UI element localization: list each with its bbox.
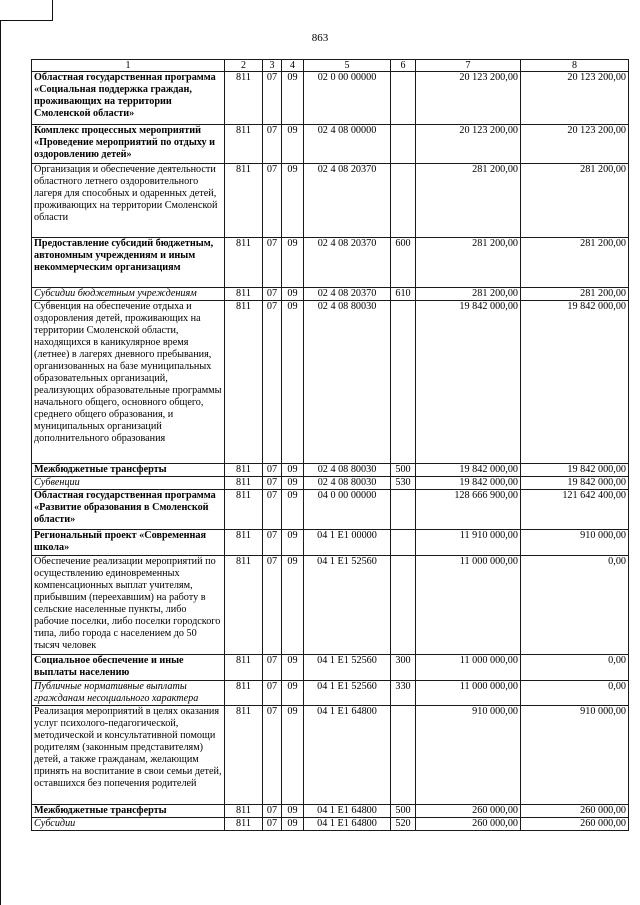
- admin-code-cell: 811: [225, 530, 263, 556]
- section-code-cell: 07: [263, 681, 282, 706]
- subsection-code-cell: 09: [282, 681, 304, 706]
- admin-code-cell: 811: [225, 706, 263, 805]
- row-name-cell: Комплекс процессных мероприятий «Проведение мероприятий по отдыху и оздоровлению детей»: [32, 125, 225, 164]
- amount-year1-cell: 910 000,00: [416, 706, 521, 805]
- subsection-code-cell: 09: [282, 818, 304, 831]
- row-name-cell: Областная государственная программа «Социальная поддержка граждан, проживающих на территории Смоленской области»: [32, 72, 225, 125]
- subsection-code-cell: 09: [282, 125, 304, 164]
- amount-year1-cell: 11 000 000,00: [416, 681, 521, 706]
- expense-type-cell: 530: [391, 477, 416, 490]
- admin-code-cell: 811: [225, 490, 263, 530]
- table-row: [32, 706, 629, 805]
- row-name-cell: Межбюджетные трансферты: [32, 805, 225, 818]
- table-row: [32, 805, 629, 818]
- table-header-row: [32, 60, 629, 72]
- subsection-code-cell: 09: [282, 477, 304, 490]
- target-article-cell: 04 1 E1 64800: [304, 706, 391, 805]
- section-code-cell: 07: [263, 556, 282, 655]
- table-row: [32, 818, 629, 831]
- row-name-cell: Субвенции: [32, 477, 225, 490]
- subsection-code-cell: 09: [282, 706, 304, 805]
- table-row: [32, 655, 629, 681]
- admin-code-cell: 811: [225, 681, 263, 706]
- target-article-cell: 04 1 E1 52560: [304, 681, 391, 706]
- section-code-cell: 07: [263, 72, 282, 125]
- amount-year1-cell: 11 000 000,00: [416, 556, 521, 655]
- admin-code-cell: 811: [225, 655, 263, 681]
- admin-code-cell: 811: [225, 72, 263, 125]
- row-name-cell: Организация и обеспечение деятельности областного летнего оздоровительного лагеря для способных и одаренных детей, проживающих на территории Смоленской области: [32, 164, 225, 238]
- row-name-cell: Межбюджетные трансферты: [32, 464, 225, 477]
- target-article-cell: 02 4 08 20370: [304, 238, 391, 288]
- target-article-cell: 02 0 00 00000: [304, 72, 391, 125]
- admin-code-cell: 811: [225, 125, 263, 164]
- row-name-cell: Публичные нормативные выплаты гражданам несоциального характера: [32, 681, 225, 706]
- section-code-cell: 07: [263, 125, 282, 164]
- row-name-cell: Субвенция на обеспечение отдыха и оздоровления детей, проживающих на территории Смоленской области, находящихся в каникулярное время (летнее) в лагерях дневного пребывания, организованных на базе муниципальных образовательных организаций, реализующих образовательные программы начального общего, основного общего, среднего общего образования, и муниципальных организаций дополнительного образования: [32, 301, 225, 464]
- column-header: 6: [391, 60, 416, 72]
- table-row: [32, 238, 629, 288]
- admin-code-cell: 811: [225, 164, 263, 238]
- amount-year2-cell: 910 000,00: [521, 530, 629, 556]
- subsection-code-cell: 09: [282, 556, 304, 655]
- subsection-code-cell: 09: [282, 301, 304, 464]
- admin-code-cell: 811: [225, 818, 263, 831]
- section-code-cell: 07: [263, 530, 282, 556]
- page-edge: [0, 20, 1, 905]
- section-code-cell: 07: [263, 655, 282, 681]
- page-number: 863: [311, 32, 329, 44]
- row-name-cell: Региональный проект «Современная школа»: [32, 530, 225, 556]
- amount-year1-cell: 281 200,00: [416, 288, 521, 301]
- section-code-cell: 07: [263, 288, 282, 301]
- table-row: [32, 72, 629, 125]
- subsection-code-cell: 09: [282, 464, 304, 477]
- amount-year2-cell: 260 000,00: [521, 818, 629, 831]
- expense-type-cell: [391, 706, 416, 805]
- row-name-cell: Субсидии: [32, 818, 225, 831]
- amount-year2-cell: 121 642 400,00: [521, 490, 629, 530]
- target-article-cell: 02 4 08 80030: [304, 464, 391, 477]
- amount-year2-cell: 19 842 000,00: [521, 477, 629, 490]
- target-article-cell: 02 4 08 20370: [304, 288, 391, 301]
- expense-type-cell: 500: [391, 805, 416, 818]
- amount-year2-cell: 260 000,00: [521, 805, 629, 818]
- subsection-code-cell: 09: [282, 72, 304, 125]
- amount-year1-cell: 19 842 000,00: [416, 477, 521, 490]
- subsection-code-cell: 09: [282, 655, 304, 681]
- expense-type-cell: [391, 72, 416, 125]
- section-code-cell: 07: [263, 706, 282, 805]
- target-article-cell: 04 1 E1 00000: [304, 530, 391, 556]
- amount-year2-cell: 0,00: [521, 655, 629, 681]
- amount-year2-cell: 281 200,00: [521, 164, 629, 238]
- row-name-cell: Субсидии бюджетным учреждениям: [32, 288, 225, 301]
- table-row: [32, 125, 629, 164]
- amount-year2-cell: 0,00: [521, 556, 629, 655]
- target-article-cell: 04 1 E1 52560: [304, 655, 391, 681]
- amount-year1-cell: 128 666 900,00: [416, 490, 521, 530]
- target-article-cell: 02 4 08 80030: [304, 477, 391, 490]
- amount-year2-cell: 281 200,00: [521, 238, 629, 288]
- subsection-code-cell: 09: [282, 164, 304, 238]
- section-code-cell: 07: [263, 477, 282, 490]
- admin-code-cell: 811: [225, 477, 263, 490]
- target-article-cell: 04 1 E1 64800: [304, 805, 391, 818]
- amount-year1-cell: 260 000,00: [416, 818, 521, 831]
- subsection-code-cell: 09: [282, 805, 304, 818]
- expense-type-cell: [391, 125, 416, 164]
- amount-year1-cell: 11 000 000,00: [416, 655, 521, 681]
- expense-type-cell: 500: [391, 464, 416, 477]
- admin-code-cell: 811: [225, 805, 263, 818]
- amount-year2-cell: 20 123 200,00: [521, 72, 629, 125]
- corner-mark: [0, 0, 53, 21]
- amount-year1-cell: 11 910 000,00: [416, 530, 521, 556]
- expense-type-cell: 300: [391, 655, 416, 681]
- column-header: 4: [282, 60, 304, 72]
- subsection-code-cell: 09: [282, 490, 304, 530]
- row-name-cell: Предоставление субсидий бюджетным, автономным учреждениям и иным некоммерческим организациям: [32, 238, 225, 288]
- target-article-cell: 04 1 E1 64800: [304, 818, 391, 831]
- section-code-cell: 07: [263, 301, 282, 464]
- admin-code-cell: 811: [225, 301, 263, 464]
- expense-type-cell: 520: [391, 818, 416, 831]
- expense-type-cell: [391, 301, 416, 464]
- table-row: [32, 556, 629, 655]
- amount-year1-cell: 260 000,00: [416, 805, 521, 818]
- admin-code-cell: 811: [225, 556, 263, 655]
- expense-type-cell: 610: [391, 288, 416, 301]
- column-header: 8: [521, 60, 629, 72]
- subsection-code-cell: 09: [282, 288, 304, 301]
- subsection-code-cell: 09: [282, 238, 304, 288]
- amount-year2-cell: 281 200,00: [521, 288, 629, 301]
- amount-year2-cell: 19 842 000,00: [521, 301, 629, 464]
- expense-type-cell: [391, 556, 416, 655]
- admin-code-cell: 811: [225, 464, 263, 477]
- column-header: 5: [304, 60, 391, 72]
- expense-type-cell: [391, 164, 416, 238]
- row-name-cell: Реализация мероприятий в целях оказания услуг психолого-педагогической, методической и консультативной помощи родителям (законным представителям) детей, а также гражданам, желающим принять на воспитание в свои семьи детей, оставшихся без попечения родителей: [32, 706, 225, 805]
- row-name-cell: Социальное обеспечение и иные выплаты населению: [32, 655, 225, 681]
- table-row: [32, 530, 629, 556]
- section-code-cell: 07: [263, 238, 282, 288]
- section-code-cell: 07: [263, 805, 282, 818]
- table-row: [32, 464, 629, 477]
- table-row: [32, 288, 629, 301]
- column-header: 7: [416, 60, 521, 72]
- amount-year2-cell: 19 842 000,00: [521, 464, 629, 477]
- admin-code-cell: 811: [225, 238, 263, 288]
- target-article-cell: 02 4 08 00000: [304, 125, 391, 164]
- table-row: [32, 477, 629, 490]
- subsection-code-cell: 09: [282, 530, 304, 556]
- amount-year2-cell: 0,00: [521, 681, 629, 706]
- expense-type-cell: 330: [391, 681, 416, 706]
- column-header: 2: [225, 60, 263, 72]
- expense-type-cell: 600: [391, 238, 416, 288]
- row-name-cell: Обеспечение реализации мероприятий по осуществлению единовременных компенсационных выплат учителям, прибывшим (переехавшим) на работу в сельские населенные пункты, либо рабочие поселки, либо поселки городского типа, либо города с населением до 50 тысяч человек: [32, 556, 225, 655]
- budget-table: [31, 59, 629, 831]
- amount-year1-cell: 20 123 200,00: [416, 125, 521, 164]
- amount-year1-cell: 281 200,00: [416, 164, 521, 238]
- section-code-cell: 07: [263, 818, 282, 831]
- amount-year1-cell: 20 123 200,00: [416, 72, 521, 125]
- table-row: [32, 490, 629, 530]
- target-article-cell: 02 4 08 80030: [304, 301, 391, 464]
- expense-type-cell: [391, 490, 416, 530]
- row-name-cell: Областная государственная программа «Развитие образования в Смоленской области»: [32, 490, 225, 530]
- amount-year2-cell: 910 000,00: [521, 706, 629, 805]
- section-code-cell: 07: [263, 490, 282, 530]
- table-row: [32, 301, 629, 464]
- section-code-cell: 07: [263, 164, 282, 238]
- target-article-cell: 04 1 E1 52560: [304, 556, 391, 655]
- target-article-cell: 02 4 08 20370: [304, 164, 391, 238]
- admin-code-cell: 811: [225, 288, 263, 301]
- table-row: [32, 681, 629, 706]
- amount-year2-cell: 20 123 200,00: [521, 125, 629, 164]
- amount-year1-cell: 281 200,00: [416, 238, 521, 288]
- amount-year1-cell: 19 842 000,00: [416, 301, 521, 464]
- expense-type-cell: [391, 530, 416, 556]
- column-header: 3: [263, 60, 282, 72]
- target-article-cell: 04 0 00 00000: [304, 490, 391, 530]
- column-header: 1: [32, 60, 225, 72]
- section-code-cell: 07: [263, 464, 282, 477]
- table-row: [32, 164, 629, 238]
- amount-year1-cell: 19 842 000,00: [416, 464, 521, 477]
